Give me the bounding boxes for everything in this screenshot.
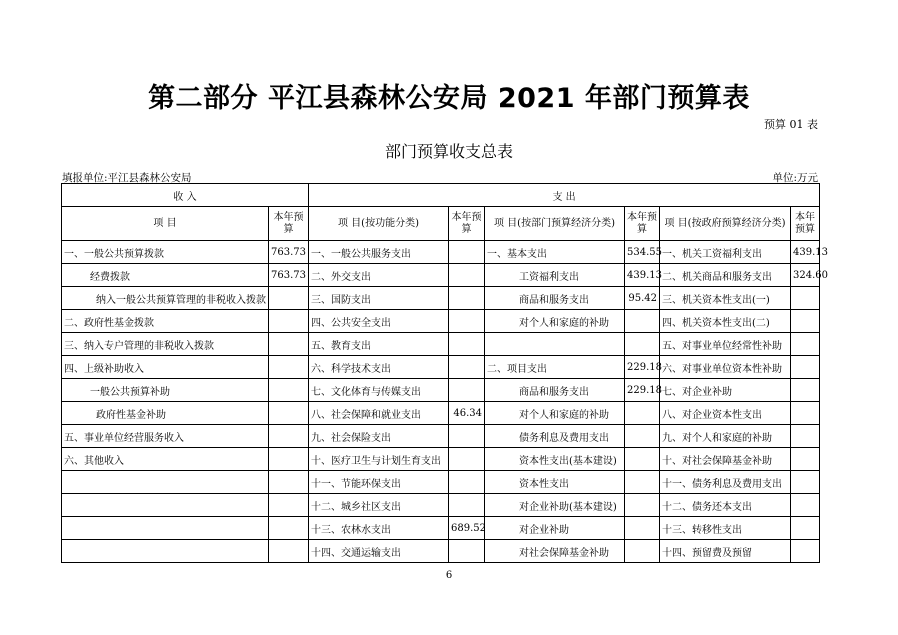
income-value [269, 379, 309, 402]
income-item: 六、其他收入 [62, 448, 269, 471]
income-header: 收 入 [62, 184, 309, 207]
econ-item: 对个人和家庭的补助 [485, 402, 625, 425]
gov-item: 七、对企业补助 [660, 379, 791, 402]
func-item: 二、外交支出 [309, 264, 449, 287]
table-row [62, 448, 820, 471]
header-row-group [62, 184, 820, 207]
econ-budget-header: 本年预算 [625, 207, 660, 241]
func-item: 三、国防支出 [309, 287, 449, 310]
gov-item: 八、对企业资本性支出 [660, 402, 791, 425]
table-row [62, 333, 820, 356]
table-row [62, 517, 820, 540]
func-value [449, 494, 485, 517]
currency-unit: 单位:万元 [772, 172, 818, 184]
func-item: 十三、农林水支出 [309, 517, 449, 540]
func-value: 689.52 [449, 517, 485, 540]
income-value [269, 448, 309, 471]
income-value [269, 517, 309, 540]
income-item: 经费拨款 [62, 264, 269, 287]
income-item: 二、政府性基金拨款 [62, 310, 269, 333]
econ-value: 534.55 [625, 241, 660, 264]
income-value [269, 425, 309, 448]
econ-item: 工资福利支出 [485, 264, 625, 287]
income-item: 四、上级补助收入 [62, 356, 269, 379]
gov-value [791, 379, 820, 402]
econ-value [625, 471, 660, 494]
econ-value: 95.42 [625, 287, 660, 310]
gov-item: 十一、债务利息及费用支出 [660, 471, 791, 494]
func-value [449, 448, 485, 471]
income-value [269, 494, 309, 517]
income-budget-header: 本年预算 [269, 207, 309, 241]
econ-value [625, 448, 660, 471]
func-item: 七、文化体育与传媒支出 [309, 379, 449, 402]
func-value [449, 379, 485, 402]
econ-item: 对企业补助 [485, 517, 625, 540]
func-budget-header: 本年预算 [449, 207, 485, 241]
func-item: 十二、城乡社区支出 [309, 494, 449, 517]
income-item: 五、事业单位经营服务收入 [62, 425, 269, 448]
gov-item: 六、对事业单位资本性补助 [660, 356, 791, 379]
func-value [449, 356, 485, 379]
income-item [62, 517, 269, 540]
reporting-unit: 填报单位:平江县森林公安局 [62, 172, 192, 184]
gov-value [791, 356, 820, 379]
gov-value [791, 494, 820, 517]
table-row [62, 402, 820, 425]
func-item: 十四、交通运输支出 [309, 540, 449, 563]
income-item: 一般公共预算补助 [62, 379, 269, 402]
econ-item: 商品和服务支出 [485, 379, 625, 402]
income-value: 763.73 [269, 241, 309, 264]
econ-value [625, 425, 660, 448]
income-item-header: 项 目 [62, 207, 269, 241]
income-item: 三、纳入专户管理的非税收入拨款 [62, 333, 269, 356]
income-value [269, 287, 309, 310]
econ-value: 229.18 [625, 356, 660, 379]
gov-item: 二、机关商品和服务支出 [660, 264, 791, 287]
gov-value [791, 448, 820, 471]
table-row [62, 356, 820, 379]
econ-value [625, 540, 660, 563]
income-value [269, 356, 309, 379]
econ-value: 229.18 [625, 379, 660, 402]
income-item: 一、一般公共预算拨款 [62, 241, 269, 264]
income-value: 763.73 [269, 264, 309, 287]
func-item: 八、社会保障和就业支出 [309, 402, 449, 425]
func-value [449, 264, 485, 287]
econ-item: 对个人和家庭的补助 [485, 310, 625, 333]
gov-budget-header: 本年预算 [791, 207, 820, 241]
func-item: 五、教育支出 [309, 333, 449, 356]
econ-value [625, 310, 660, 333]
gov-value [791, 310, 820, 333]
gov-item: 十三、转移性支出 [660, 517, 791, 540]
income-value [269, 471, 309, 494]
gov-item: 三、机关资本性支出(一) [660, 287, 791, 310]
income-item: 政府性基金补助 [62, 402, 269, 425]
func-value [449, 287, 485, 310]
budget-table [61, 183, 828, 563]
econ-value [625, 517, 660, 540]
func-item: 九、社会保险支出 [309, 425, 449, 448]
econ-item: 债务利息及费用支出 [485, 425, 625, 448]
econ-item: 二、项目支出 [485, 356, 625, 379]
econ-value: 439.13 [625, 264, 660, 287]
income-item: 纳入一般公共预算管理的非税收入拨款 [62, 287, 269, 310]
gov-value: 324.60 [791, 264, 820, 287]
func-item: 十一、节能环保支出 [309, 471, 449, 494]
econ-item-header: 项 目(按部门预算经济分类) [485, 207, 625, 241]
gov-item-header: 项 目(按政府预算经济分类) [660, 207, 791, 241]
econ-value [625, 333, 660, 356]
table-title: 部门预算收支总表 [384, 142, 513, 161]
table-row [62, 425, 820, 448]
income-item [62, 471, 269, 494]
expense-header: 支 出 [309, 184, 820, 207]
func-value [449, 425, 485, 448]
table-row [62, 264, 820, 287]
func-value: 46.34 [449, 402, 485, 425]
func-item-header: 项 目(按功能分类) [309, 207, 449, 241]
func-item: 十、医疗卫生与计划生育支出 [309, 448, 449, 471]
gov-item: 十、对社会保障基金补助 [660, 448, 791, 471]
econ-item: 对企业补助(基本建设) [485, 494, 625, 517]
gov-item: 十二、债务还本支出 [660, 494, 791, 517]
econ-value [625, 494, 660, 517]
func-value [449, 471, 485, 494]
func-value [449, 241, 485, 264]
func-value [449, 333, 485, 356]
func-item: 四、公共安全支出 [309, 310, 449, 333]
gov-value [791, 402, 820, 425]
table-row [62, 379, 820, 402]
gov-item: 四、机关资本性支出(二) [660, 310, 791, 333]
income-item [62, 540, 269, 563]
gov-item: 九、对个人和家庭的补助 [660, 425, 791, 448]
econ-item [485, 333, 625, 356]
econ-item: 资本性支出(基本建设) [485, 448, 625, 471]
gov-item: 五、对事业单位经常性补助 [660, 333, 791, 356]
income-item [62, 494, 269, 517]
table-row [62, 310, 820, 333]
gov-value [791, 425, 820, 448]
income-value [269, 310, 309, 333]
func-item: 一、一般公共服务支出 [309, 241, 449, 264]
table-row [62, 494, 820, 517]
econ-item: 商品和服务支出 [485, 287, 625, 310]
econ-item: 资本性支出 [485, 471, 625, 494]
func-value [449, 310, 485, 333]
table-row [62, 540, 820, 563]
table-row [62, 471, 820, 494]
page-title: 第二部分 平江县森林公安局 2021 年部门预算表 [148, 83, 750, 114]
gov-value: 439.13 [791, 241, 820, 264]
gov-item: 一、机关工资福利支出 [660, 241, 791, 264]
income-value [269, 402, 309, 425]
gov-value [791, 287, 820, 310]
econ-item: 一、基本支出 [485, 241, 625, 264]
table-row [62, 287, 820, 310]
gov-value [791, 540, 820, 563]
gov-value [791, 471, 820, 494]
income-value [269, 333, 309, 356]
form-number: 预算 01 表 [764, 118, 818, 131]
header-row-columns [62, 207, 820, 241]
gov-value [791, 333, 820, 356]
econ-item: 对社会保障基金补助 [485, 540, 625, 563]
econ-value [625, 402, 660, 425]
gov-item: 十四、预留费及预留 [660, 540, 791, 563]
gov-value [791, 517, 820, 540]
page-number: 6 [445, 570, 453, 581]
func-item: 六、科学技术支出 [309, 356, 449, 379]
func-value [449, 540, 485, 563]
income-value [269, 540, 309, 563]
table-row [62, 241, 820, 264]
